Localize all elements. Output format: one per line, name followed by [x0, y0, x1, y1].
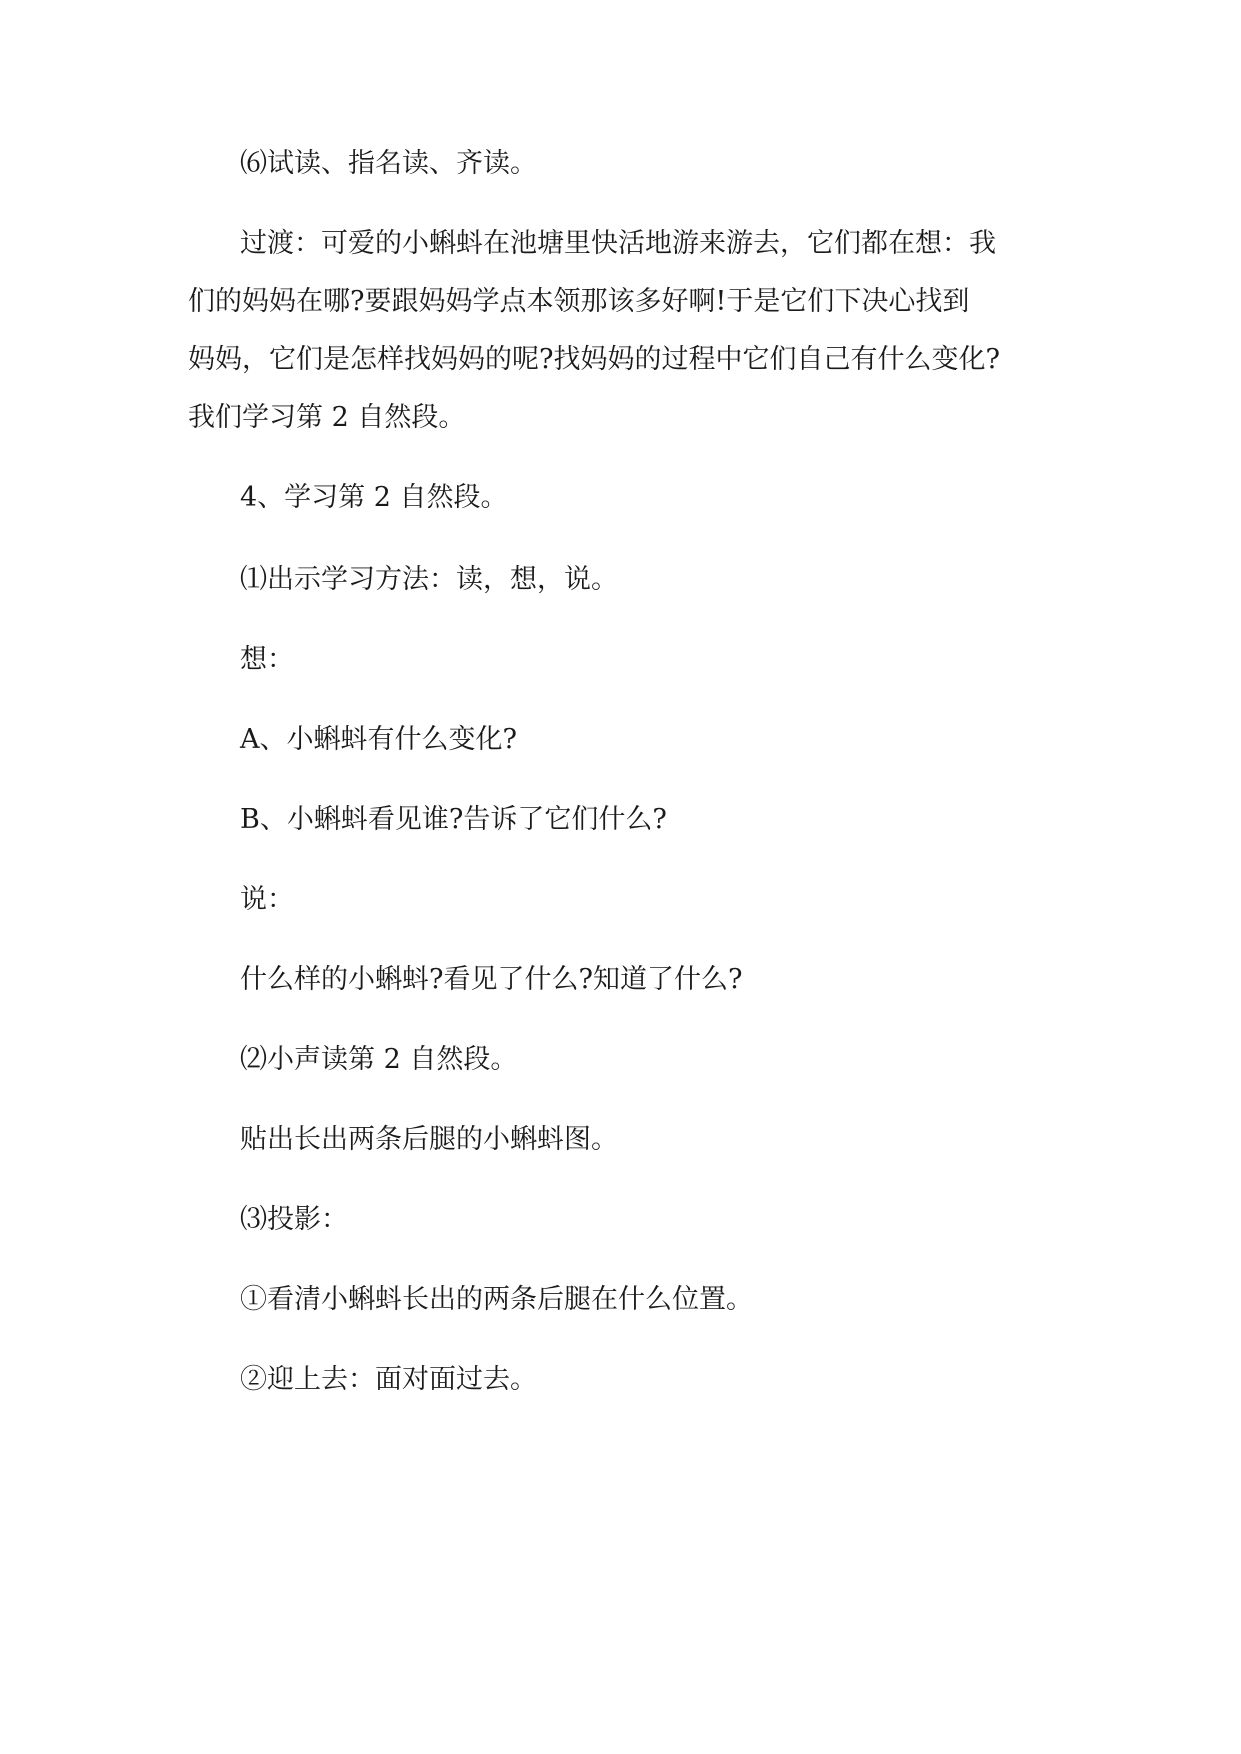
paragraph-question-b: B、小蝌蚪看见谁?告诉了它们什么? — [240, 804, 667, 835]
paragraph-say-prompt: 什么样的小蝌蚪?看见了什么?知道了什么? — [240, 964, 743, 995]
paragraph-think-label: 想： — [240, 644, 294, 675]
paragraph-step-2: ⑵小声读第 2 自然段。 — [240, 1044, 518, 1075]
paragraph-step-3: ⑶投影： — [240, 1204, 348, 1235]
paragraph-method: ⑴出示学习方法：读，想，说。 — [240, 564, 618, 595]
paragraph-picture: 贴出长出两条后腿的小蝌蚪图。 — [240, 1124, 618, 1155]
paragraph-point-2: ②迎上去：面对面过去。 — [240, 1364, 537, 1395]
transition-line-2: 们的妈妈在哪?要跟妈妈学点本领那该多好啊!于是它们下决心找到 — [188, 286, 970, 317]
transition-line-1: 过渡：可爱的小蝌蚪在池塘里快活地游来游去，它们都在想：我 — [240, 228, 996, 259]
transition-line-4: 我们学习第 2 自然段。 — [188, 402, 466, 433]
paragraph-step-6: ⑹试读、指名读、齐读。 — [240, 148, 537, 179]
paragraph-question-a: A、小蝌蚪有什么变化? — [240, 724, 517, 755]
transition-line-3: 妈妈，它们是怎样找妈妈的呢?找妈妈的过程中它们自己有什么变化? — [188, 344, 1000, 375]
paragraph-say-label: 说： — [240, 884, 294, 915]
paragraph-point-1: ①看清小蝌蚪长出的两条后腿在什么位置。 — [240, 1284, 753, 1315]
paragraph-transition — [188, 215, 1068, 447]
paragraph-section-4: 4、学习第 2 自然段。 — [240, 482, 508, 513]
